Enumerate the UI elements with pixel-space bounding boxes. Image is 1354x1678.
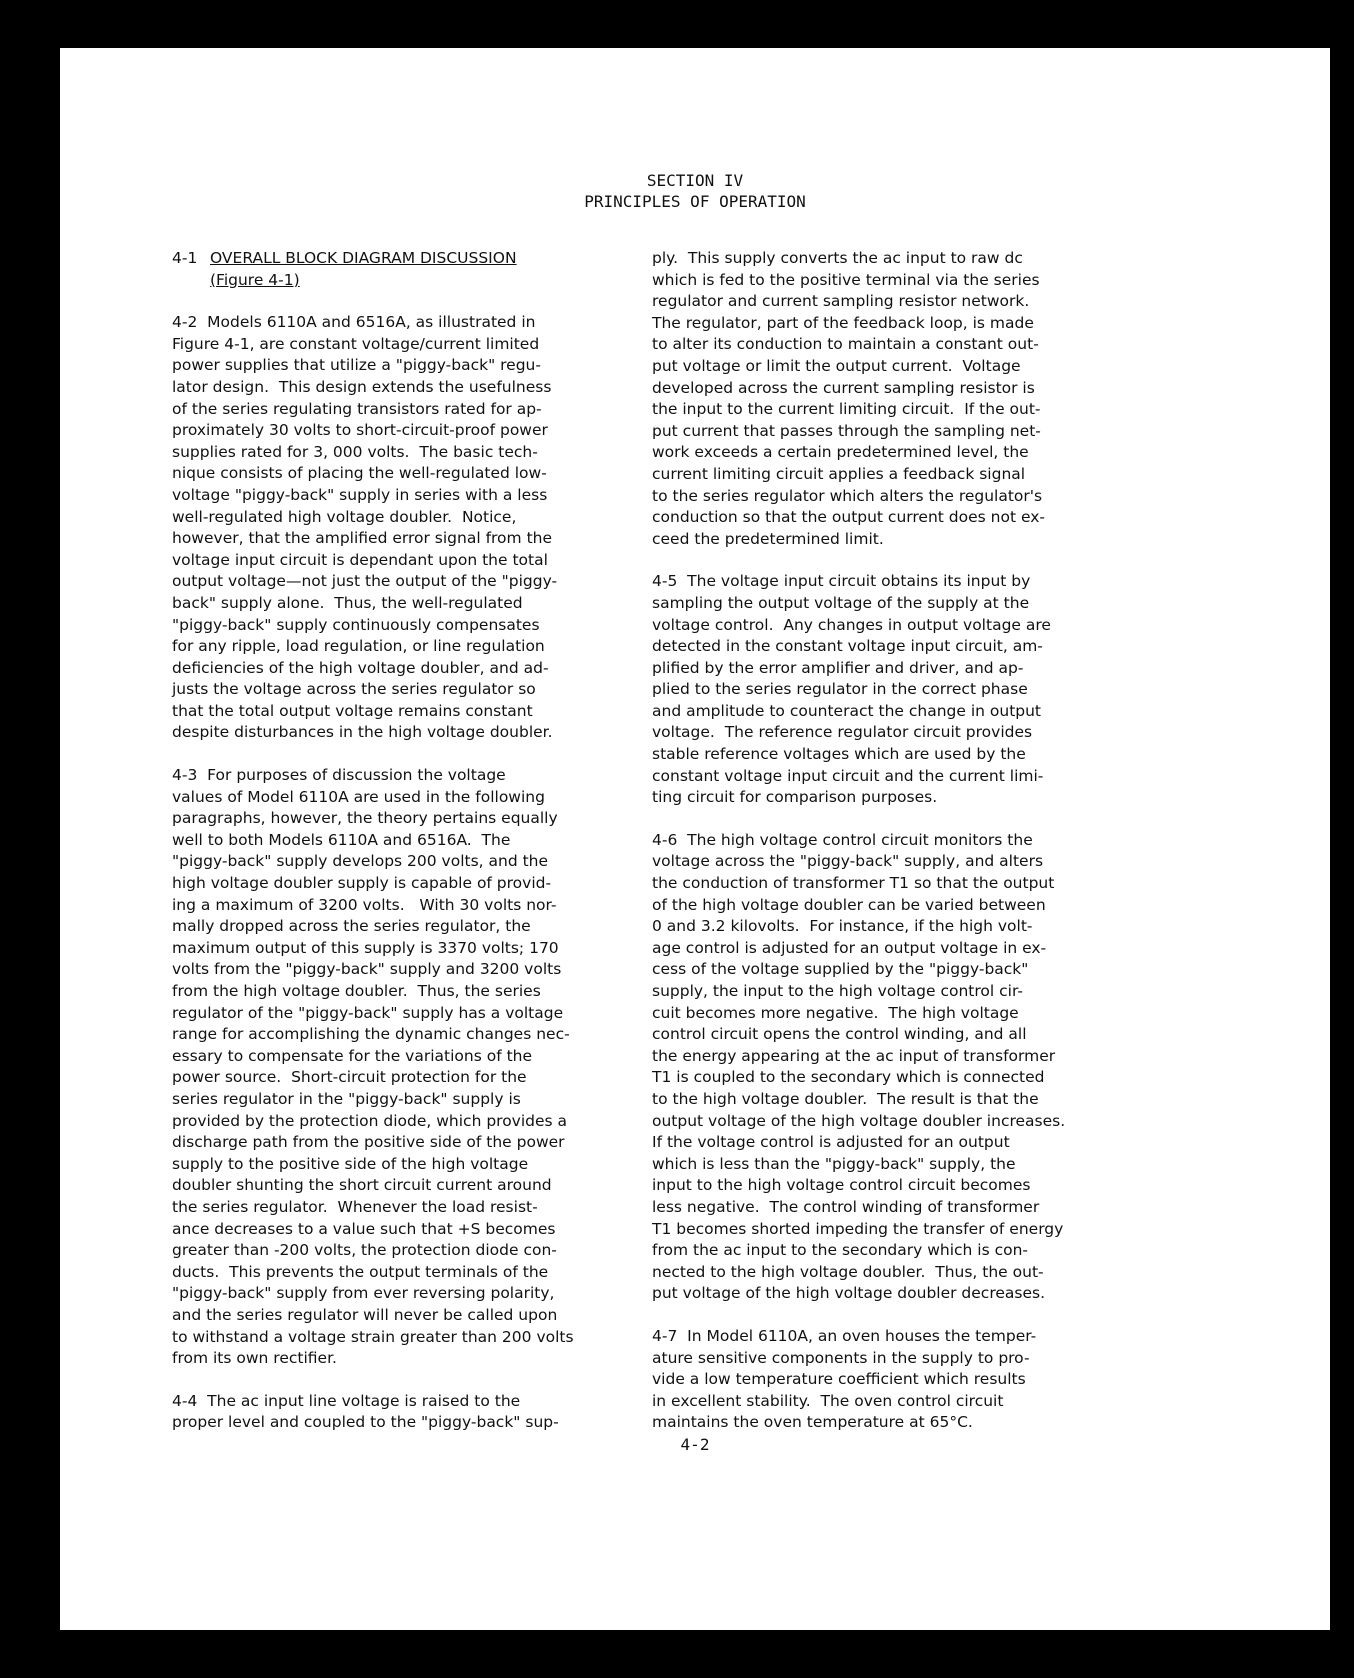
- text-line: ting circuit for comparison purposes.: [652, 788, 938, 807]
- text-line: series regulator in the "piggy-back" supply is: [172, 1089, 521, 1108]
- paragraph-4-4-continued: [652, 248, 1122, 550]
- text-line: and the series regulator will never be called upon: [172, 1305, 558, 1324]
- section-number: SECTION IV: [646, 171, 744, 190]
- text-line: values of Model 6110A are used in the following: [172, 787, 545, 806]
- text-line: less negative. The control winding of transformer: [652, 1197, 1040, 1216]
- text-line: nected to the high voltage doubler. Thus, the out-: [652, 1262, 1044, 1281]
- paragraph-4-7: [652, 1326, 1122, 1434]
- text-line: to the series regulator which alters the regulator's: [652, 486, 1043, 505]
- text-line: doubler shunting the short circuit current around: [172, 1176, 552, 1195]
- text-line: "piggy-back" supply from ever reversing polarity,: [172, 1284, 555, 1303]
- text-line: ing a maximum of 3200 volts. With 30 volts nor-: [172, 895, 557, 914]
- text-line: provided by the protection diode, which provides a: [172, 1111, 568, 1130]
- text-line: maintains the oven temperature at 65°C.: [652, 1413, 973, 1432]
- text-line: voltage control. Any changes in output voltage are: [652, 615, 1051, 634]
- paragraph-4-3: [172, 765, 632, 1370]
- document-page: [60, 48, 1330, 1630]
- text-line: discharge path from the positive side of the power: [172, 1133, 565, 1152]
- text-line: to withstand a voltage strain greater than 200 volts: [172, 1327, 574, 1346]
- text-line: justs the voltage across the series regulator so: [172, 680, 536, 699]
- text-line: for any ripple, load regulation, or line regulation: [172, 637, 545, 656]
- text-line: nique consists of placing the well-regulated low-: [172, 464, 547, 483]
- text-line: The regulator, part of the feedback loop, is made: [652, 313, 1034, 332]
- text-line: 0 and 3.2 kilovolts. For instance, if the high volt-: [652, 917, 1033, 936]
- heading-number: 4-1: [172, 249, 198, 267]
- text-line: 4-6 The high voltage control circuit monitors the: [652, 830, 1033, 849]
- text-line: ance decreases to a value such that +S becomes: [172, 1219, 556, 1238]
- text-line: voltage "piggy-back" supply in series with a less: [172, 485, 548, 504]
- paragraph-4-4: [172, 1391, 632, 1434]
- text-line: to the high voltage doubler. The result is that the: [652, 1089, 1039, 1108]
- text-line: vide a low temperature coefficient which results: [652, 1370, 1026, 1389]
- text-line: the input to the current limiting circuit. If the out-: [652, 400, 1041, 419]
- text-line: from the ac input to the secondary which is con-: [652, 1241, 1029, 1260]
- text-line: supplies rated for 3, 000 volts. The basic tech-: [172, 442, 538, 461]
- text-line: 4-5 The voltage input circuit obtains its input by: [652, 572, 1031, 591]
- section-title: PRINCIPLES OF OPERATION: [584, 192, 806, 211]
- text-line: plified by the error amplifier and driver, and ap-: [652, 658, 1024, 677]
- text-line: T1 is coupled to the secondary which is connected: [652, 1068, 1045, 1087]
- text-line: plied to the series regulator in the correct phase: [652, 680, 1028, 699]
- text-line: "piggy-back" supply continuously compensates: [172, 615, 540, 634]
- text-line: lator design. This design extends the usefulness: [172, 377, 552, 396]
- page-number: 4-2: [680, 1435, 710, 1454]
- text-line: "piggy-back" supply develops 200 volts, and the: [172, 852, 549, 871]
- text-line: proximately 30 volts to short-circuit-proof power: [172, 421, 548, 440]
- paragraph-4-5: [652, 571, 1122, 809]
- text-line: 4-7 In Model 6110A, an oven houses the temper-: [652, 1326, 1037, 1345]
- text-line: put voltage of the high voltage doubler decreases.: [652, 1284, 1046, 1303]
- left-column: [172, 248, 632, 1434]
- text-line: proper level and coupled to the "piggy-back" sup-: [172, 1413, 559, 1432]
- right-column: [652, 248, 1122, 1434]
- text-line: cess of the voltage supplied by the "piggy-back": [652, 960, 1029, 979]
- text-line: control circuit opens the control winding, and all: [652, 1025, 1027, 1044]
- text-line: voltage across the "piggy-back" supply, and alters: [652, 852, 1044, 871]
- text-line: T1 becomes shorted impeding the transfer of energy: [652, 1219, 1064, 1238]
- text-line: maximum output of this supply is 3370 volts; 170: [172, 938, 559, 957]
- section-header: [60, 170, 1330, 212]
- paragraph-4-2: [172, 312, 632, 744]
- text-line: voltage. The reference regulator circuit provides: [652, 723, 1033, 742]
- text-line: ply. This supply converts the ac input to raw dc: [652, 249, 1023, 267]
- text-line: power supplies that utilize a "piggy-back" regu-: [172, 356, 541, 375]
- text-line: regulator of the "piggy-back" supply has a voltage: [172, 1003, 564, 1022]
- text-line: paragraphs, however, the theory pertains equally: [172, 809, 558, 828]
- text-line: the series regulator. Whenever the load resist-: [172, 1197, 538, 1216]
- text-line: 4-3 For purposes of discussion the voltage: [172, 766, 506, 785]
- text-line: supply to the positive side of the high voltage: [172, 1154, 529, 1173]
- text-line: detected in the constant voltage input circuit, am-: [652, 637, 1043, 656]
- text-line: well to both Models 6110A and 6516A. The: [172, 830, 511, 849]
- text-line: that the total output voltage remains constant: [172, 701, 533, 720]
- text-line: developed across the current sampling resistor is: [652, 378, 1035, 397]
- text-line: ducts. This prevents the output terminals of the: [172, 1262, 549, 1281]
- text-line: age control is adjusted for an output voltage in ex-: [652, 938, 1047, 957]
- text-line: current limiting circuit applies a feedback signal: [652, 464, 1026, 483]
- text-line: stable reference voltages which are used by the: [652, 745, 1026, 764]
- text-line: Figure 4-1, are constant voltage/current limited: [172, 334, 540, 353]
- text-line: the energy appearing at the ac input of transformer: [652, 1046, 1056, 1065]
- text-line: high voltage doubler supply is capable of provid-: [172, 874, 552, 893]
- text-line: input to the high voltage control circuit becomes: [652, 1176, 1031, 1195]
- text-line: work exceeds a certain predetermined level, the: [652, 443, 1029, 462]
- text-line: 4-2 Models 6110A and 6516A, as illustrated in: [172, 313, 536, 332]
- text-line: the conduction of transformer T1 so that the output: [652, 874, 1055, 893]
- text-line: range for accomplishing the dynamic changes nec-: [172, 1025, 570, 1044]
- text-line: back" supply alone. Thus, the well-regulated: [172, 593, 523, 612]
- text-line: ceed the predetermined limit.: [652, 529, 884, 548]
- text-line: conduction so that the output current does not ex-: [652, 508, 1045, 527]
- paragraph-4-6: [652, 830, 1122, 1305]
- text-line: which is fed to the positive terminal via the series: [652, 270, 1040, 289]
- text-line: of the high voltage doubler can be varied between: [652, 895, 1046, 914]
- text-line: If the voltage control is adjusted for an output: [652, 1133, 1010, 1152]
- heading-4-1: [172, 248, 632, 291]
- heading-title: OVERALL BLOCK DIAGRAM DISCUSSION: [210, 249, 517, 267]
- text-line: despite disturbances in the high voltage doubler.: [172, 723, 553, 742]
- text-line: put current that passes through the sampling net-: [652, 421, 1041, 440]
- text-line: ature sensitive components in the supply to pro-: [652, 1348, 1030, 1367]
- text-line: put voltage or limit the output current. Voltage: [652, 356, 1021, 375]
- text-line: regulator and current sampling resistor network.: [652, 292, 1030, 311]
- text-line: output voltage of the high voltage doubler increases.: [652, 1111, 1066, 1130]
- text-line: essary to compensate for the variations of the: [172, 1046, 533, 1065]
- text-line: cuit becomes more negative. The high voltage: [652, 1003, 1019, 1022]
- text-line: constant voltage input circuit and the current limi-: [652, 766, 1044, 785]
- text-line: supply, the input to the high voltage control cir-: [652, 982, 1023, 1000]
- text-line: 4-4 The ac input line voltage is raised to the: [172, 1391, 521, 1410]
- text-line: of the series regulating transistors rated for ap-: [172, 399, 542, 418]
- text-line: and amplitude to counteract the change in output: [652, 701, 1042, 720]
- text-line: deficiencies of the high voltage doubler, and ad-: [172, 658, 549, 677]
- heading-figure-ref: (Figure 4-1): [210, 270, 300, 289]
- text-line: which is less than the "piggy-back" supply, the: [652, 1154, 1016, 1173]
- text-line: mally dropped across the series regulator, the: [172, 917, 531, 936]
- text-line: output voltage—not just the output of the "piggy-: [172, 572, 558, 591]
- text-line: however, that the amplified error signal from the: [172, 529, 552, 548]
- text-line: to alter its conduction to maintain a constant out-: [652, 335, 1039, 354]
- text-line: from the high voltage doubler. Thus, the series: [172, 982, 541, 1000]
- text-line: greater than -200 volts, the protection diode con-: [172, 1241, 557, 1260]
- text-line: sampling the output voltage of the supply at the: [652, 593, 1030, 612]
- text-line: in excellent stability. The oven control circuit: [652, 1391, 1004, 1410]
- text-line: voltage input circuit is dependant upon the total: [172, 550, 548, 569]
- text-line: volts from the "piggy-back" supply and 3200 volts: [172, 960, 562, 979]
- text-line: from its own rectifier.: [172, 1349, 337, 1368]
- text-line: power source. Short-circuit protection for the: [172, 1068, 527, 1087]
- text-line: well-regulated high voltage doubler. Notice,: [172, 507, 517, 526]
